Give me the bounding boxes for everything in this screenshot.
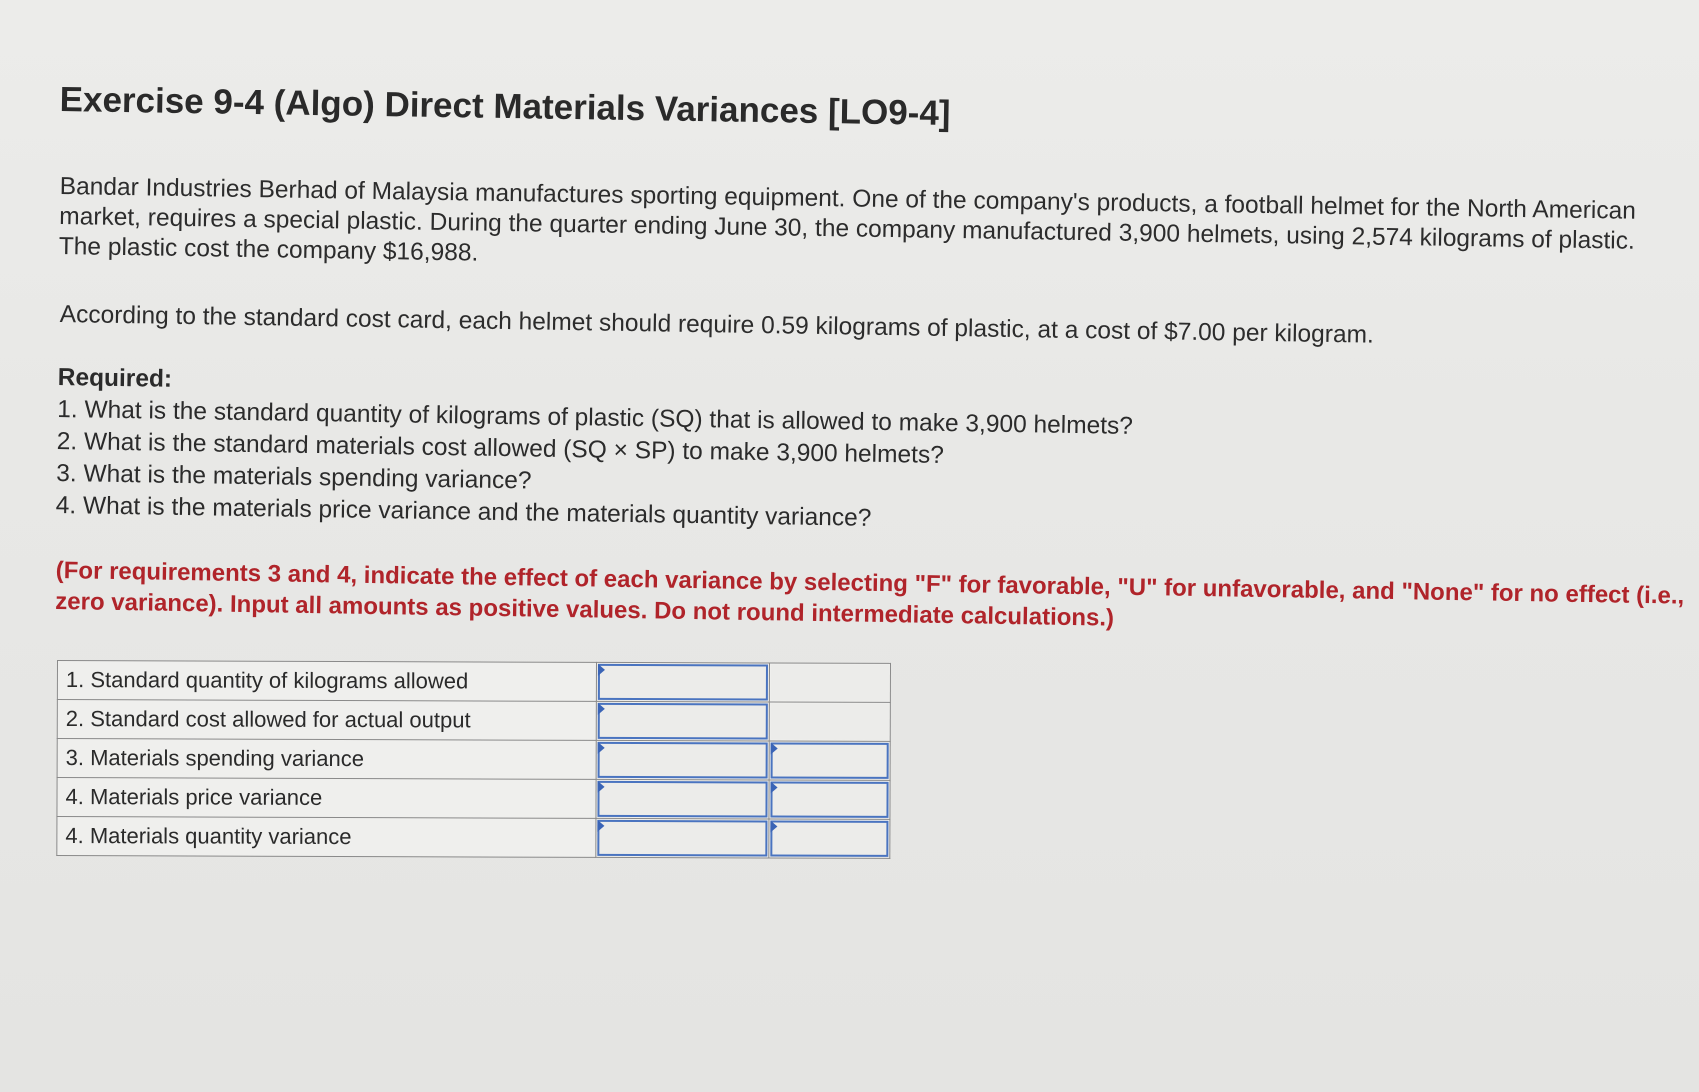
row-label: 4. Materials quantity variance [57, 817, 596, 858]
spending-variance-input[interactable] [598, 742, 768, 779]
required-item-4: 4. What is the materials price variance and the materials quantity variance? [55, 491, 872, 532]
table-row [57, 700, 890, 742]
standard-cost-input[interactable] [598, 703, 768, 740]
required-item-1: 1. What is the standard quantity of kilograms of plastic (SQ) that is allowed to make 3,900 helmets? [57, 395, 1134, 440]
standard-quantity-input[interactable] [598, 664, 768, 701]
amount-cell [596, 818, 769, 858]
empty-cell [771, 664, 889, 700]
row-label: 2. Standard cost allowed for actual output [57, 700, 596, 741]
effect-cell [769, 663, 890, 702]
amount-cell [596, 740, 769, 780]
empty-cell [771, 703, 889, 739]
table-row [57, 817, 890, 859]
amount-cell [596, 662, 769, 702]
table-row [57, 739, 890, 781]
row-label: 1. Standard quantity of kilograms allowed [57, 661, 596, 702]
required-section [55, 362, 1133, 539]
instruction-note: (For requirements 3 and 4, indicate the effect of each variance by selecting "F" for favorable, "U" for unfavorable, and "None" for no effect (i.e., zero variance). Input all amounts as positive values. Do not round intermediate calculations.) [55, 556, 1685, 632]
effect-cell [769, 819, 890, 858]
page-title: Exercise 9-4 (Algo) Direct Materials Variances [LO9-4] [59, 80, 951, 133]
amount-cell [596, 779, 769, 819]
spending-variance-effect-select[interactable] [771, 742, 889, 778]
required-item-2: 2. What is the standard materials cost allowed (SQ × SP) to make 3,900 helmets? [56, 427, 945, 469]
quantity-variance-effect-select[interactable] [770, 820, 888, 856]
amount-cell [596, 701, 769, 741]
problem-paragraph-1: Bandar Industries Berhad of Malaysia manufactures sporting equipment. One of the company's products, a football helmet for the North American market, requires a special plastic. During the quarter ending June 30, the company manufactured 3,900 helmets, using 2,574 kilograms of plastic. The plastic cost the company $16,988. [58, 172, 1637, 267]
price-variance-effect-select[interactable] [770, 781, 888, 817]
row-label: 4. Materials price variance [57, 778, 596, 819]
effect-cell [769, 780, 890, 819]
price-variance-input[interactable] [597, 781, 767, 818]
quantity-variance-input[interactable] [597, 820, 767, 857]
required-heading: Required: [57, 363, 173, 393]
effect-cell [769, 702, 890, 741]
effect-cell [769, 741, 890, 780]
table-row [57, 778, 890, 820]
problem-paragraph-2: According to the standard cost card, each helmet should require 0.59 kilograms of plastic, at a cost of $7.00 per kilogram. [59, 300, 1374, 349]
required-item-3: 3. What is the materials spending variance? [56, 459, 532, 495]
table-row [57, 661, 890, 703]
answer-table [56, 660, 891, 859]
row-label: 3. Materials spending variance [57, 739, 596, 780]
